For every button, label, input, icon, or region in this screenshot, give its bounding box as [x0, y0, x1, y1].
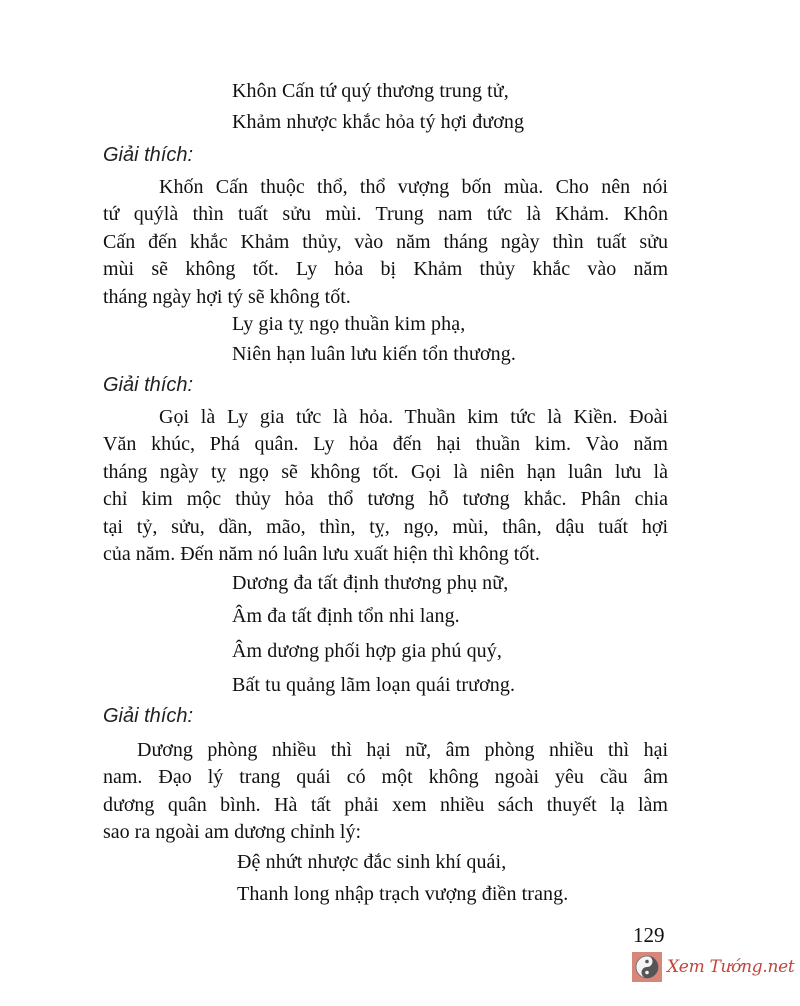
verse-line: Niên hạn luân lưu kiến tổn thương. [232, 343, 516, 365]
text-line: Cấn đến khắc Khảm thủy, vào năm tháng ngày thìn tuất sửu [103, 230, 668, 253]
verse-line: Âm dương phối hợp gia phú quý, [232, 640, 502, 662]
text-line: tháng ngày hợi tý sẽ không tốt. [103, 285, 351, 308]
verse-line: Bất tu quảng lãm loạn quái trương. [232, 674, 516, 696]
verse-line: Khảm nhược khắc hỏa tý hợi đương [232, 111, 525, 133]
paragraph-1 [103, 174, 668, 311]
text-line: tại tỷ, sửu, dần, mão, thìn, tỵ, ngọ, mùi, thân, dậu tuất hợi [103, 515, 668, 538]
text-line: nam. Đạo lý trang quái có một không ngoài yêu cầu âm [103, 766, 668, 789]
section-heading: Giải thích: [103, 705, 194, 727]
text-line: chỉ kim mộc thủy hỏa thổ tương hỗ tương khắc. Phân chia [103, 488, 668, 511]
yin-yang-icon [632, 952, 662, 982]
text-line: mùi sẽ không tốt. Ly hỏa bị Khảm thủy khắc vào năm [103, 258, 668, 281]
verse-line: Dương đa tất định thương phụ nữ, [232, 572, 509, 594]
verse-line: Đệ nhứt nhược đắc sinh khí quái, [237, 851, 507, 873]
watermark-logo [632, 952, 794, 982]
text-line: dương quân bình. Hà tất phải xem nhiều sách thuyết lạ làm [103, 793, 668, 816]
paragraph-2 [103, 404, 668, 568]
text-line: sao ra ngoài am dương chỉnh lý: [103, 821, 362, 844]
text-line: của năm. Đến năm nó luân lưu xuất hiện thì không tốt. [103, 542, 540, 565]
section-heading: Giải thích: [103, 374, 194, 396]
verse-line: Âm đa tất định tổn nhi lang. [232, 605, 460, 627]
section-heading: Giải thích: [103, 144, 194, 166]
text-line: Gọi là Ly gia tức là hỏa. Thuần kim tức là Kiền. Đoài [159, 406, 668, 428]
text-line: tứ quýlà thìn tuất sửu mùi. Trung nam tức là Khảm. Khôn [103, 203, 668, 226]
text-line: Văn khúc, Phá quân. Ly hỏa đến hại thuần kim. Vào năm [103, 433, 668, 456]
text-line: Khốn Cấn thuộc thổ, thổ vượng bốn mùa. Cho nên nói [159, 176, 668, 198]
verse-line: Thanh long nhập trạch vượng điền trang. [237, 883, 569, 905]
verse-line: Khôn Cấn tứ quý thương trung tử, [232, 80, 509, 102]
paragraph-3 [103, 737, 668, 847]
watermark-text: Xem Tướng.net [667, 957, 795, 977]
text-line: tháng ngày tỵ ngọ sẽ không tốt. Gọi là niên hạn luân lưu là [103, 460, 668, 483]
page-number: 129 [633, 923, 665, 947]
text-line: Dương phòng nhiều thì hại nữ, âm phòng nhiều thì hại [137, 739, 668, 761]
verse-line: Ly gia tỵ ngọ thuần kim phạ, [232, 313, 466, 335]
